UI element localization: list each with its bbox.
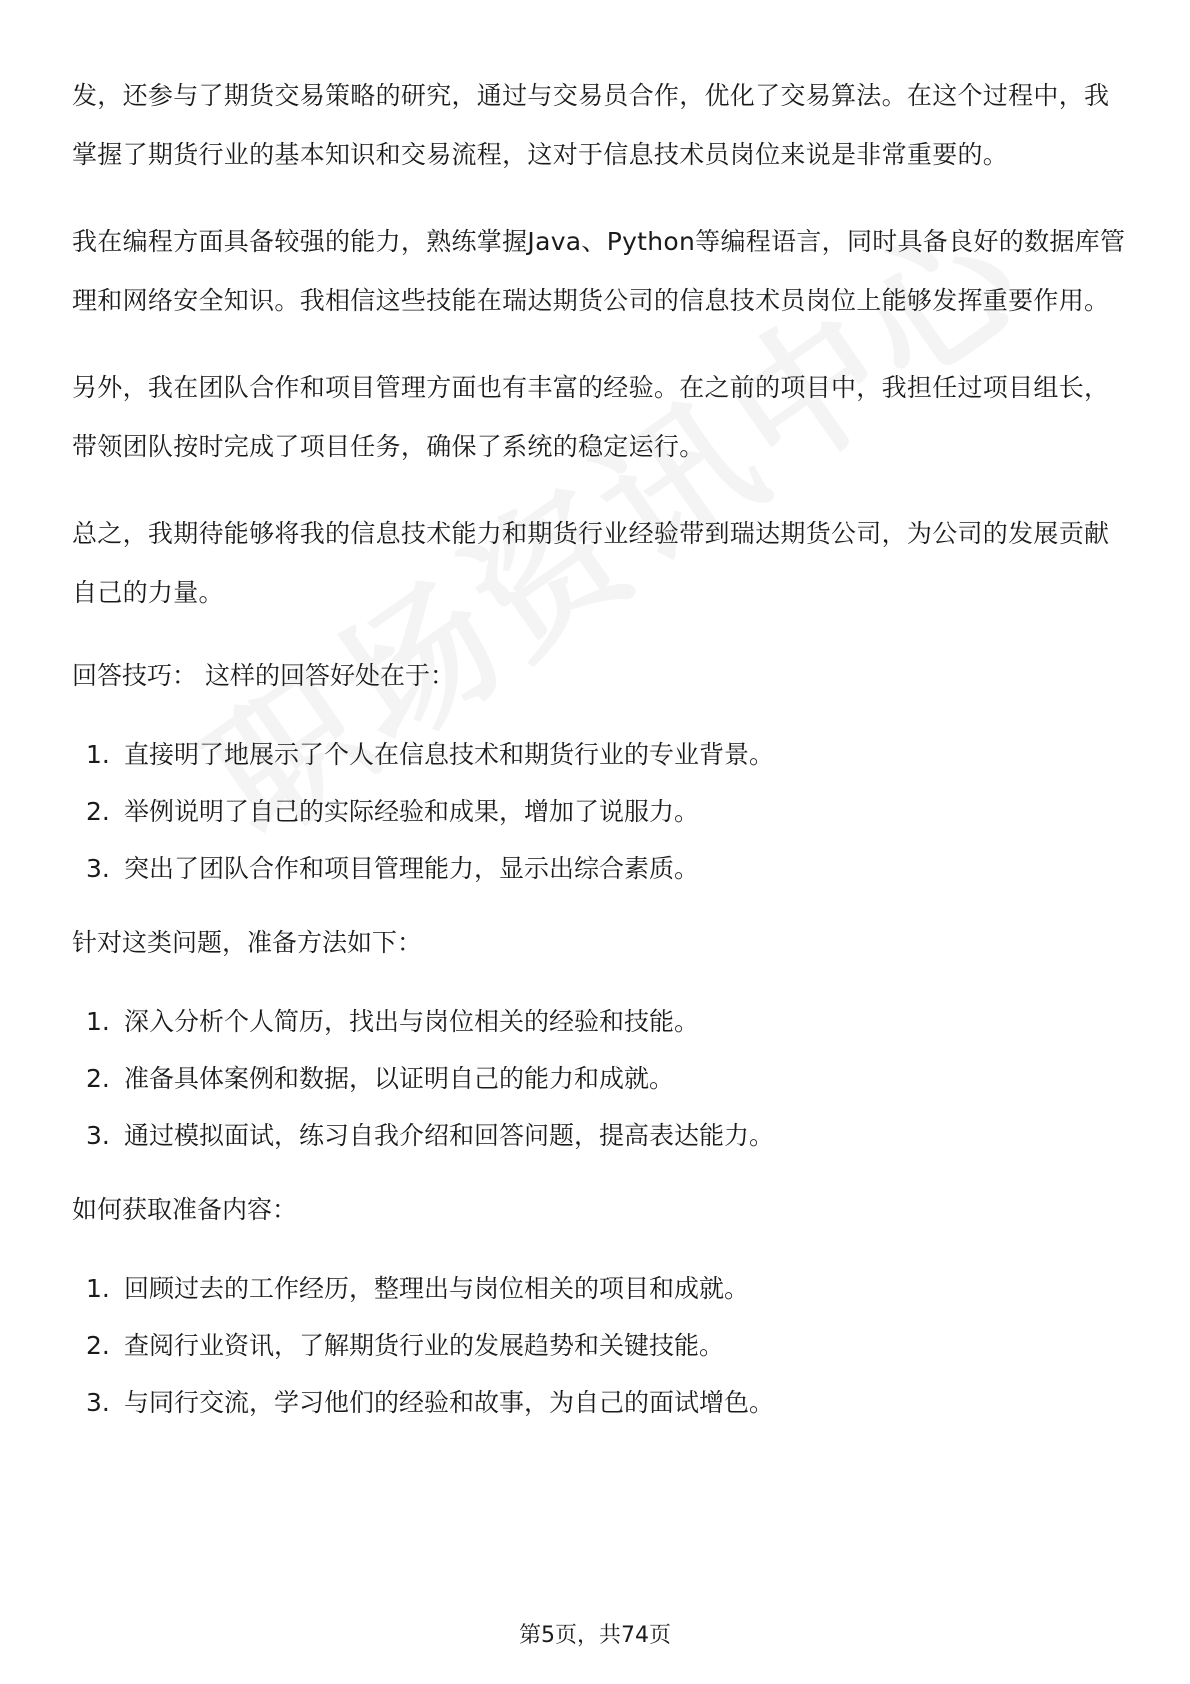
- list-number: 3.: [86, 1388, 110, 1417]
- list-item: [72, 1374, 1132, 1431]
- list-item: [72, 783, 1132, 840]
- list-number: 2.: [86, 1331, 110, 1360]
- paragraph: 总之，我期待能够将我的信息技术能力和期货行业经验带到瑞达期货公司，为公司的发展贡献自己的力量。: [72, 519, 1110, 607]
- section-answer-tips: [72, 650, 1132, 897]
- page-number: 第5页，共74页: [519, 1623, 671, 1648]
- list-text: 直接明了地展示了个人在信息技术和期货行业的专业背景。: [124, 740, 775, 769]
- section-content-sources: [72, 1184, 1132, 1431]
- list-item: [72, 840, 1132, 897]
- list-text: 深入分析个人简历，找出与岗位相关的经验和技能。: [124, 1007, 700, 1036]
- numbered-list: [72, 993, 1132, 1164]
- numbered-list: [72, 1260, 1132, 1431]
- section-heading: 针对这类问题，准备方法如下：: [72, 928, 423, 957]
- list-number: 1.: [86, 740, 110, 769]
- paragraph: 另外，我在团队合作和项目管理方面也有丰富的经验。在之前的项目中，我担任过项目组长，带领团队按时完成了项目任务，确保了系统的稳定运行。: [72, 373, 1110, 461]
- list-number: 3.: [86, 854, 110, 883]
- list-number: 1.: [86, 1007, 110, 1036]
- list-item: [72, 1050, 1132, 1107]
- numbered-list: [72, 726, 1132, 897]
- list-text: 举例说明了自己的实际经验和成果，增加了说服力。: [124, 797, 700, 826]
- section-heading: 如何获取准备内容：: [72, 1195, 298, 1224]
- list-number: 2.: [86, 797, 110, 826]
- section-preparation-methods: [72, 917, 1132, 1164]
- document-body: [72, 66, 1132, 1451]
- list-text: 与同行交流，学习他们的经验和故事，为自己的面试增色。: [124, 1388, 775, 1417]
- list-item: [72, 1317, 1132, 1374]
- paragraph: 我在编程方面具备较强的能力，熟练掌握Java、Python等编程语言，同时具备良好的数据库管理和网络安全知识。我相信这些技能在瑞达期货公司的信息技术员岗位上能够发挥重要作用。: [72, 227, 1126, 315]
- paragraph: 发，还参与了期货交易策略的研究，通过与交易员合作，优化了交易算法。在这个过程中，我掌握了期货行业的基本知识和交易流程，这对于信息技术员岗位来说是非常重要的。: [72, 81, 1110, 169]
- list-text: 回顾过去的工作经历，整理出与岗位相关的项目和成就。: [124, 1274, 750, 1303]
- list-number: 1.: [86, 1274, 110, 1303]
- list-item: [72, 1107, 1132, 1164]
- list-text: 通过模拟面试，练习自我介绍和回答问题，提高表达能力。: [124, 1121, 775, 1150]
- list-item: [72, 726, 1132, 783]
- list-text: 查阅行业资讯，了解期货行业的发展趋势和关键技能。: [124, 1331, 725, 1360]
- section-heading: 回答技巧： 这样的回答好处在于：: [72, 661, 455, 690]
- list-item: [72, 1260, 1132, 1317]
- list-number: 2.: [86, 1064, 110, 1093]
- list-number: 3.: [86, 1121, 110, 1150]
- list-text: 突出了团队合作和项目管理能力，显示出综合素质。: [124, 854, 700, 883]
- list-text: 准备具体案例和数据，以证明自己的能力和成就。: [124, 1064, 675, 1093]
- list-item: [72, 993, 1132, 1050]
